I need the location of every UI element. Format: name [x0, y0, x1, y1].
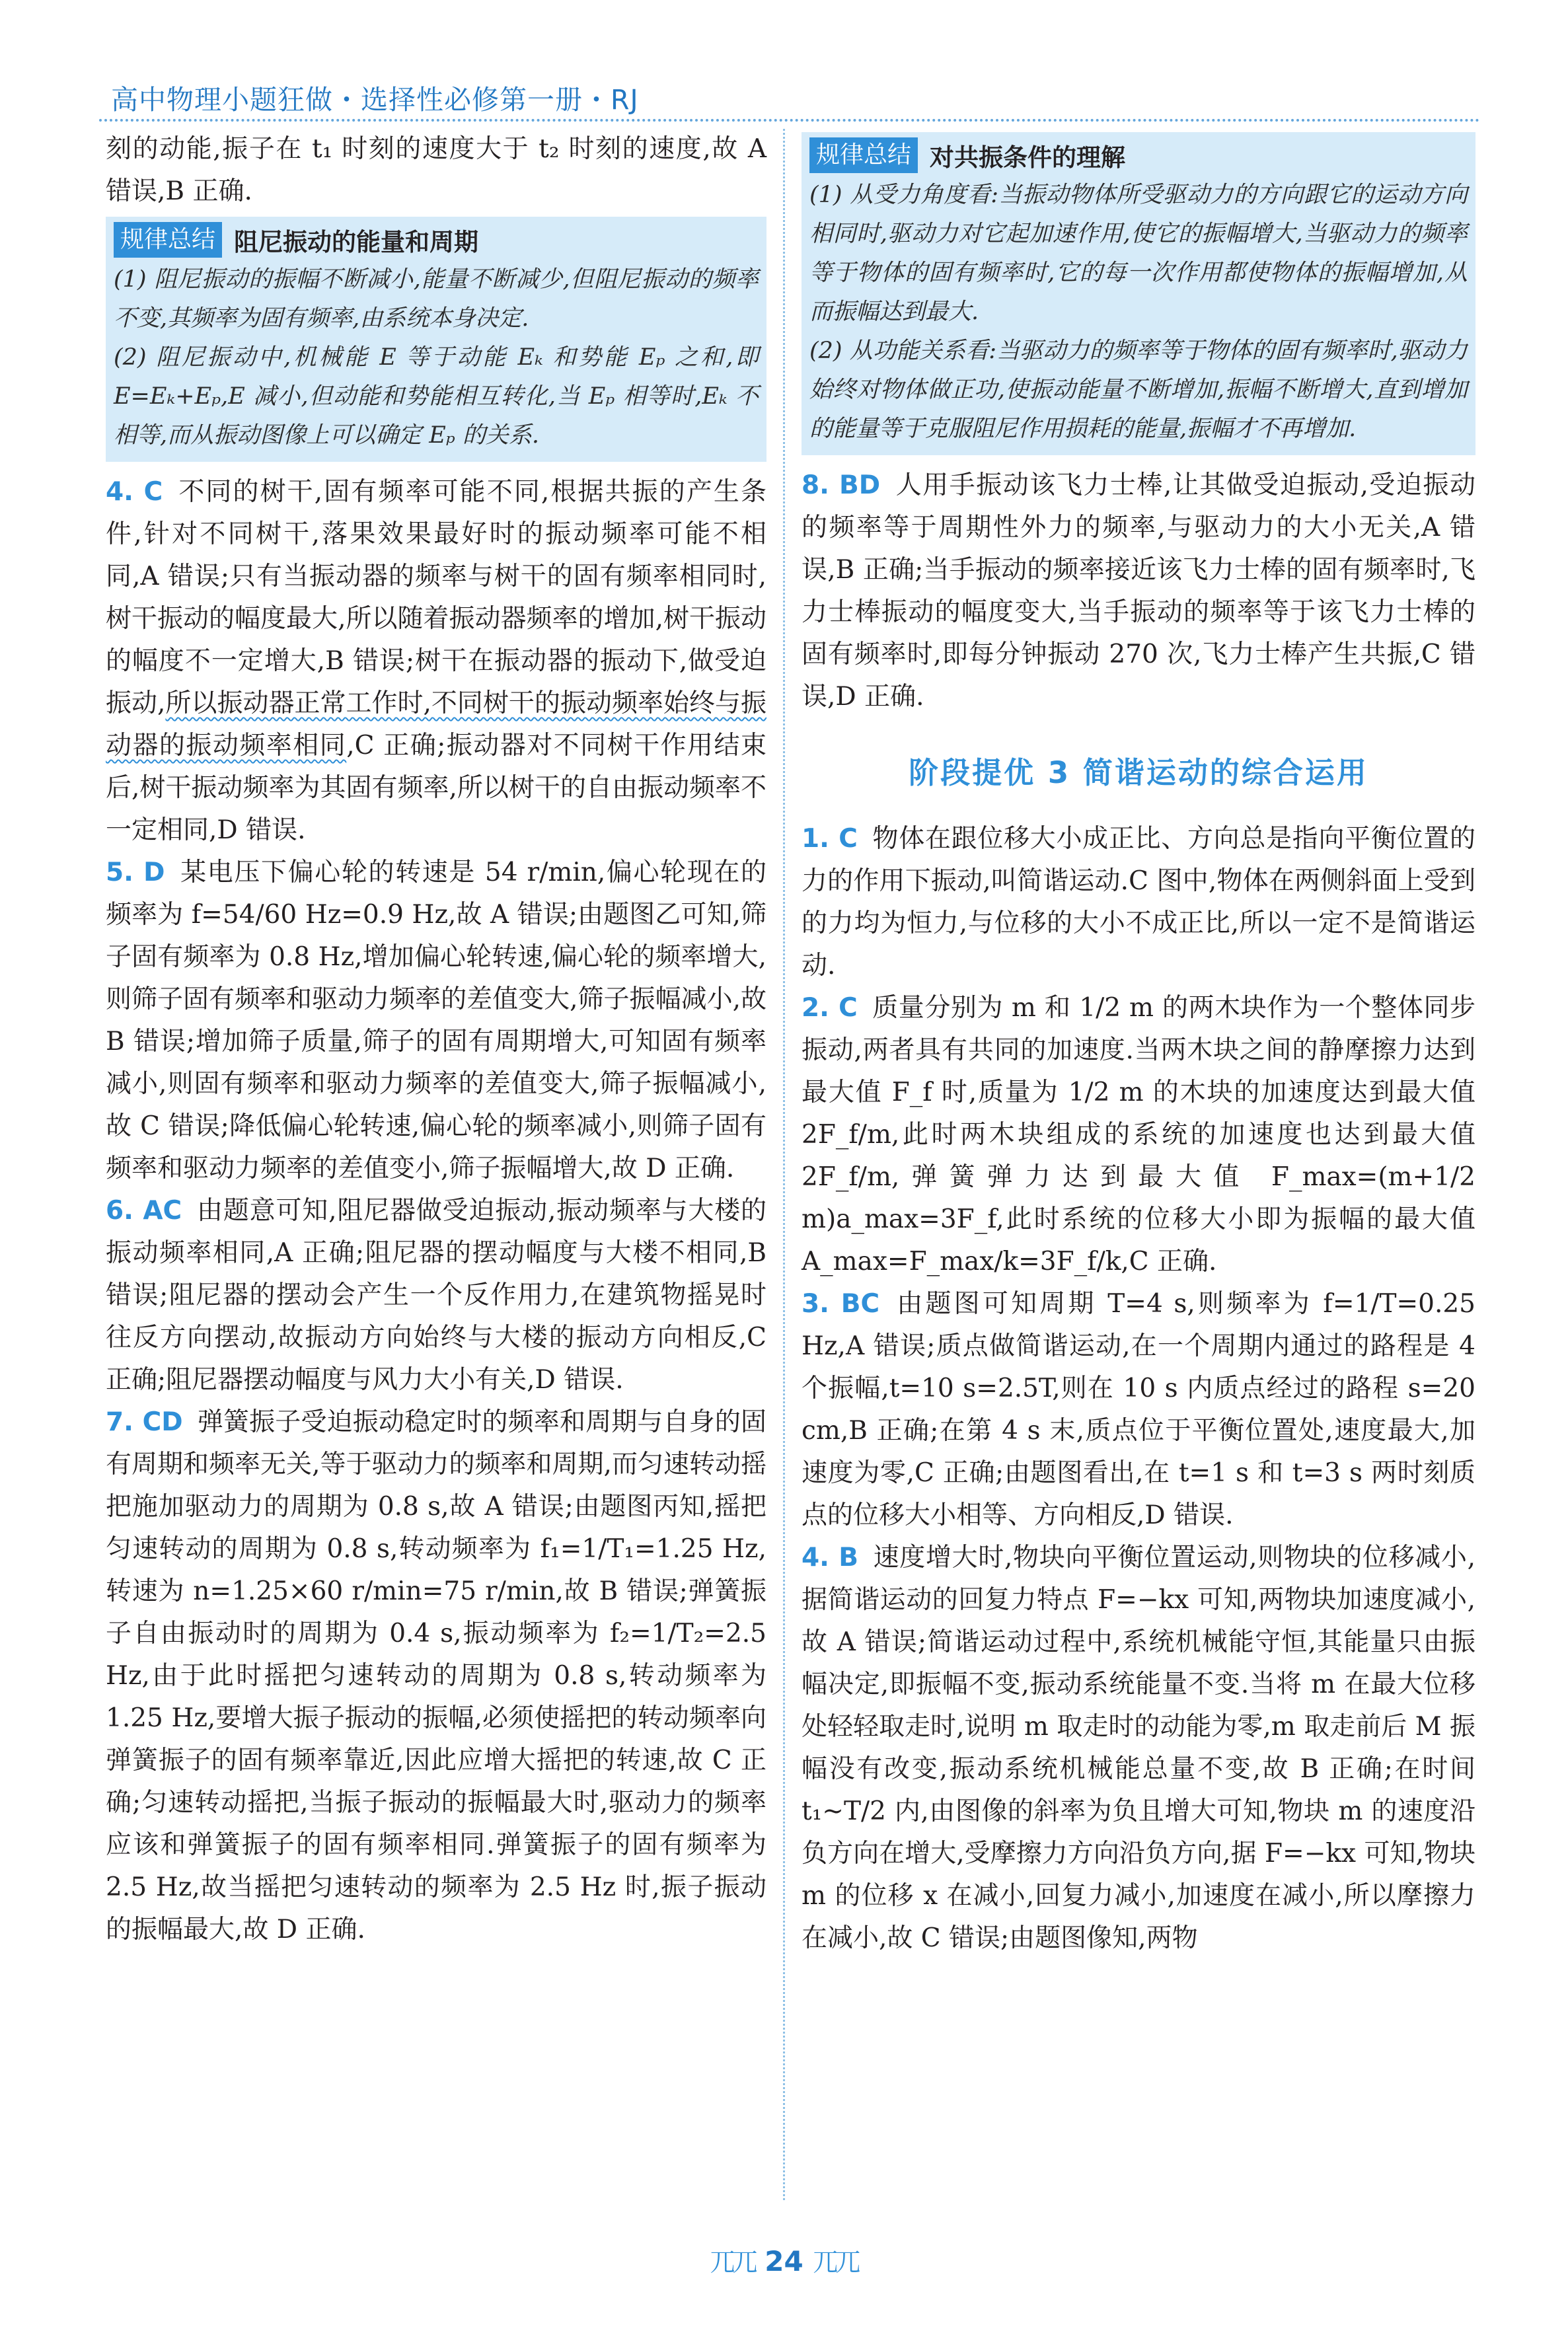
header-divider	[99, 119, 1480, 122]
answer-5-text: 某电压下偏心轮的转速是 54 r/min,偏心轮现在的频率为 f=54/60 Hz=0.9 Hz,故 A 错误;由题图乙可知,筛子固有频率为 0.8 Hz,增加偏心轮转速,偏心轮的频率增大,则筛子固有频率和驱动力频率的差值变大,筛子振幅减小,故 B 错误;增加筛子质量,筛子的固有周期增大,可知固有频率减小,则固有频率和驱动力频率的差值变大,筛子振幅减小,故 C 错误;降低偏心轮转速,偏心轮的频率减小,则筛子固有频率和驱动力频率的差值变小,筛子振幅增大,故 D 正确.	[106, 858, 766, 1183]
answer-5	[106, 852, 766, 1190]
section-answer-2-number: 2. C	[802, 993, 858, 1023]
section-answer-4-number: 4. B	[802, 1543, 858, 1572]
answer-7	[106, 1401, 766, 1951]
answer-4-emphasis: 所以振动器正常工作时,不同树干的振动频率始终与振动器的振动频率相同	[106, 688, 766, 760]
section-answer-2-text: 质量分别为 m 和 1/2 m 的两木块作为一个整体同步振动,两者具有共同的加速度.当两木块之间的静摩擦力达到最大值 F_f 时,质量为 1/2 m 的木块的加速度达到最大值 2F_f/m,此时两木块组成的系统的加速度也达到最大值 2F_f/m,弹簧弹力达到最大值 F_max=(m+1/2 m)a_max=3F_f,此时系统的位移大小即为振幅的最大值 A_max=F_max/k=3F_f/k,C 正确.	[802, 993, 1475, 1276]
answer-8-number: 8. BD	[802, 470, 881, 500]
page-ornament-right-icon: 兀兀	[813, 2248, 858, 2277]
answer-8	[802, 464, 1475, 718]
section-answer-1-text: 物体在跟位移大小成正比、方向总是指向平衡位置的力的作用下振动,叫简谐运动.C 图中,物体在两侧斜面上受到的力均为恒力,与位移的大小不成正比,所以一定不是简谐运动.	[802, 824, 1475, 980]
answer-6-text: 由题意可知,阻尼器做受迫振动,振动频率与大楼的振动频率相同,A 正确;阻尼器的摆动幅度与大楼不相同,B 错误;阻尼器的摆动会产生一个反作用力,在建筑物摇晃时往反方向摆动,故振动方向始终与大楼的振动方向相反,C 正确;阻尼器摆动幅度与风力大小有关,D 错误.	[106, 1196, 766, 1395]
section-answer-1	[802, 818, 1475, 987]
rule-summary-point-2: (2) 阻尼振动中,机械能 E 等于动能 Eₖ 和势能 Eₚ 之和,即 E=Eₖ+Eₚ,E 减小,但动能和势能相互转化,当 Eₚ 相等时,Eₖ 不相等,而从振动图像上可以确定 Eₚ 的关系.	[114, 344, 759, 449]
section-answer-1-number: 1. C	[802, 824, 858, 854]
rule-summary-point-1: (1) 阻尼振动的振幅不断减小,能量不断减少,但阻尼振动的频率不变,其频率为固有频率,由系统本身决定.	[114, 266, 759, 332]
answer-4	[106, 471, 766, 852]
section-answer-3-text: 由题图可知周期 T=4 s,则频率为 f=1/T=0.25 Hz,A 错误;质点做简谐运动,在一个周期内通过的路程是 4 个振幅,t=10 s=2.5T,则在 10 s 内质点经过的路程 s=20 cm,B 正确;在第 4 s 末,质点位于平衡位置处,速度最大,加速度为零,C 正确;由题图看出,在 t=1 s 和 t=3 s 两时刻质点的位移大小相等、方向相反,D 错误.	[802, 1289, 1475, 1530]
section-answer-3-number: 3. BC	[802, 1289, 880, 1319]
answer-5-number: 5. D	[106, 858, 165, 887]
section-answer-4-text: 速度增大时,物块向平衡位置运动,则物块的位移减小,据简谐运动的回复力特点 F=−kx 可知,两物块加速度减小,故 A 错误;简谐运动过程中,系统机械能守恒,其能量只由振幅决定,即振幅不变,振动系统能量不变.当将 m 在最大位移处轻轻取走时,说明 m 取走时的动能为零,m 取走前后 M 振幅没有改变,振动系统机械能总量不变,故 B 正确;在时间 t₁~T/2 内,由图像的斜率为负且增大可知,物块 m 的速度沿负方向在增大,受摩擦力方向沿负方向,据 F=−kx 可知,物块 m 的位移 x 在减小,回复力减小,加速度在减小,所以摩擦力在减小,故 C 错误;由题图像知,两物	[802, 1543, 1475, 1953]
rule-summary-tag: 规律总结	[809, 137, 918, 173]
section-answer-3	[802, 1283, 1475, 1537]
answer-6-number: 6. AC	[106, 1196, 182, 1226]
rule-summary-point-1: (1) 从受力角度看:当振动物体所受驱动力的方向跟它的运动方向相同时,驱动力对它起加速作用,使它的振幅增大,当驱动力的频率等于物体的固有频率时,它的每一次作用都使物体的振幅增加,从而振幅达到最大.	[809, 182, 1468, 325]
right-column	[802, 128, 1475, 1960]
answer-6	[106, 1190, 766, 1401]
page-footer	[0, 2242, 1568, 2278]
intro-paragraph: 刻的动能,振子在 t₁ 时刻的速度大于 t₂ 时刻的速度,故 A 错误,B 正确.	[106, 134, 766, 206]
page-number: 24	[765, 2245, 803, 2277]
section-title: 阶段提优 3 简谐运动的综合运用	[909, 755, 1368, 790]
left-column	[106, 128, 766, 1951]
rule-summary-point-2: (2) 从功能关系看:当驱动力的频率等于物体的固有频率时,驱动力始终对物体做正功,使振动能量不断增加,振幅不断增大,直到增加的能量等于克服阻尼作用损耗的能量,振幅才不再增加.	[809, 338, 1468, 442]
section-answer-2	[802, 987, 1475, 1283]
answer-4-number: 4. C	[106, 477, 163, 507]
column-divider	[783, 129, 785, 2200]
rule-summary-tag: 规律总结	[114, 222, 222, 258]
answer-8-text: 人用手振动该飞力士棒,让其做受迫振动,受迫振动的频率等于周期性外力的频率,与驱动力的大小无关,A 错误,B 正确;当手振动的频率接近该飞力士棒的固有频率时,飞力士棒振动的幅度变大,当手振动的频率等于该飞力士棒的固有频率时,即每分钟振动 270 次,飞力士棒产生共振,C 错误,D 正确.	[802, 470, 1475, 712]
section-answer-4	[802, 1537, 1475, 1960]
running-header: 高中物理小题狂做・选择性必修第一册・RJ	[111, 84, 639, 116]
answer-4-text-a: 不同的树干,固有频率可能不同,根据共振的产生条件,针对不同树干,落果效果最好时的振动频率可能不相同,A 错误;只有当振动器的频率与树干的固有频率相同时,树干振动的幅度最大,所以随着振动器频率的增加,树干振动的幅度不一定增大,B 错误;树干在振动器的振动下,做受迫振动,	[106, 477, 767, 718]
rule-summary-box-resonance	[802, 132, 1475, 455]
answer-4-text-b: ,C 正确;振动器对不同树干作用结束后,树干振动频率为其固有频率,所以树干的自由振动频率不一定相同,D 错误.	[106, 731, 766, 845]
answer-7-text: 弹簧振子受迫振动稳定时的频率和周期与自身的固有周期和频率无关,等于驱动力的频率和周期,而匀速转动摇把施加驱动力的周期为 0.8 s,故 A 错误;由题图丙知,摇把匀速转动的周期为 0.8 s,转动频率为 f₁=1/T₁=1.25 Hz,转速为 n=1.25×60 r/min=75 r/min,故 B 错误;弹簧振子自由振动时的周期为 0.4 s,振动频率为 f₂=1/T₂=2.5 Hz,由于此时摇把匀速转动的周期为 0.8 s,转动频率为 1.25 Hz,要增大振子振动的振幅,必须使摇把的转动频率向弹簧振子的固有频率靠近,因此应增大摇把的转速,故 C 正确;匀速转动摇把,当振子振动的振幅最大时,驱动力的频率应该和弹簧振子的固有频率相同.弹簧振子的固有频率为 2.5 Hz,故当摇把匀速转动的频率为 2.5 Hz 时,振子振动的振幅最大,故 D 正确.	[106, 1407, 766, 1944]
rule-summary-title: 阻尼振动的能量和周期	[234, 228, 479, 256]
answer-7-number: 7. CD	[106, 1407, 183, 1437]
rule-summary-box-damped	[106, 217, 766, 462]
page-ornament-left-icon: 兀兀	[710, 2248, 755, 2277]
rule-summary-title: 对共振条件的理解	[930, 143, 1126, 172]
